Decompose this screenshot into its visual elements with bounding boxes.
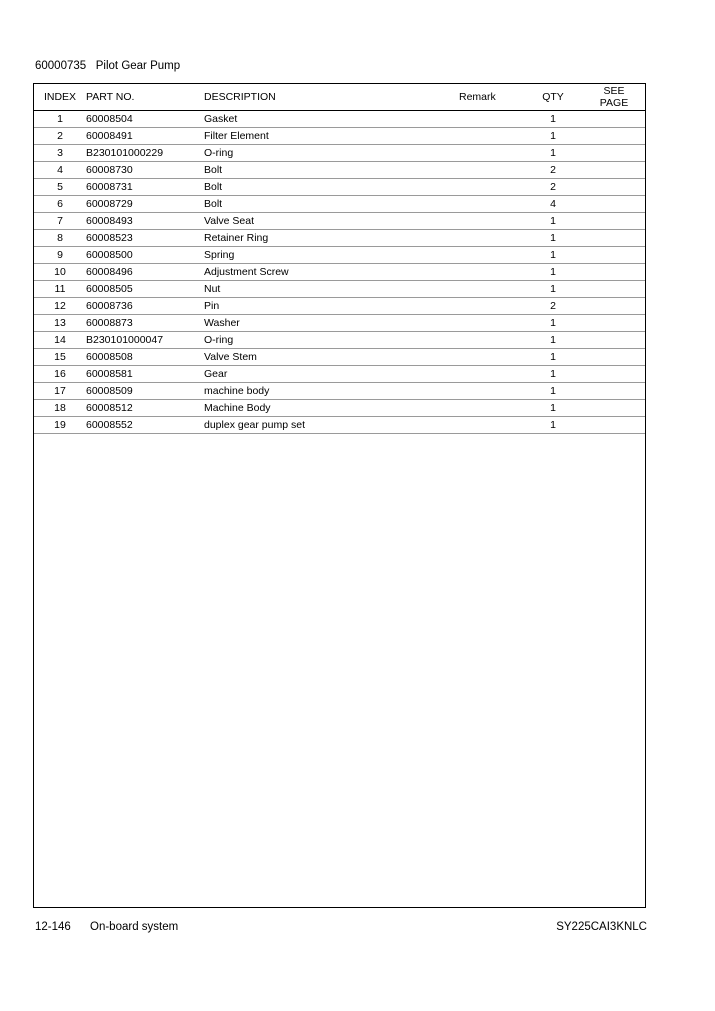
cell-remark — [459, 213, 523, 230]
cell-see-page — [583, 162, 645, 179]
table-row — [34, 111, 645, 128]
table-row — [34, 179, 645, 196]
cell-description: Gasket — [204, 111, 459, 128]
cell-description: Bolt — [204, 179, 459, 196]
cell-index: 6 — [34, 196, 86, 213]
cell-see-page — [583, 366, 645, 383]
table-row — [34, 332, 645, 349]
table-row — [34, 383, 645, 400]
cell-remark — [459, 332, 523, 349]
cell-part-no: 60008504 — [86, 111, 204, 128]
cell-index: 11 — [34, 281, 86, 298]
cell-qty: 2 — [523, 179, 583, 196]
cell-remark — [459, 111, 523, 128]
cell-qty: 1 — [523, 247, 583, 264]
cell-part-no: 60008505 — [86, 281, 204, 298]
cell-part-no: 60008500 — [86, 247, 204, 264]
parts-table — [34, 84, 645, 434]
cell-description: Filter Element — [204, 128, 459, 145]
cell-see-page — [583, 315, 645, 332]
cell-part-no: 60008736 — [86, 298, 204, 315]
cell-see-page — [583, 417, 645, 434]
cell-part-no: 60008509 — [86, 383, 204, 400]
cell-part-no: 60008493 — [86, 213, 204, 230]
column-header-index: INDEX — [34, 84, 86, 111]
cell-description: duplex gear pump set — [204, 417, 459, 434]
cell-qty: 1 — [523, 281, 583, 298]
table-row — [34, 162, 645, 179]
cell-part-no: 60008873 — [86, 315, 204, 332]
footer-page-number: 12-146 — [35, 921, 71, 933]
column-header-remark: Remark — [459, 84, 523, 111]
cell-part-no: 60008730 — [86, 162, 204, 179]
cell-index: 19 — [34, 417, 86, 434]
column-header-see-page — [583, 84, 645, 111]
cell-qty: 2 — [523, 298, 583, 315]
cell-index: 15 — [34, 349, 86, 366]
cell-remark — [459, 349, 523, 366]
column-header-description: DESCRIPTION — [204, 84, 459, 111]
cell-qty: 1 — [523, 332, 583, 349]
cell-index: 4 — [34, 162, 86, 179]
cell-see-page — [583, 179, 645, 196]
table-row — [34, 213, 645, 230]
cell-index: 1 — [34, 111, 86, 128]
cell-see-page — [583, 213, 645, 230]
cell-remark — [459, 264, 523, 281]
cell-see-page — [583, 196, 645, 213]
cell-part-no: 60008552 — [86, 417, 204, 434]
cell-description: Bolt — [204, 196, 459, 213]
cell-part-no: 60008523 — [86, 230, 204, 247]
column-header-qty: QTY — [523, 84, 583, 111]
cell-remark — [459, 315, 523, 332]
cell-description: Bolt — [204, 162, 459, 179]
table-row — [34, 281, 645, 298]
table-row — [34, 247, 645, 264]
cell-index: 2 — [34, 128, 86, 145]
cell-see-page — [583, 298, 645, 315]
cell-part-no: B230101000229 — [86, 145, 204, 162]
cell-index: 8 — [34, 230, 86, 247]
footer-section-name: On-board system — [90, 921, 179, 933]
cell-part-no: 60008731 — [86, 179, 204, 196]
table-row — [34, 230, 645, 247]
cell-description: machine body — [204, 383, 459, 400]
cell-description: O-ring — [204, 332, 459, 349]
cell-description: Machine Body — [204, 400, 459, 417]
cell-see-page — [583, 128, 645, 145]
cell-qty: 4 — [523, 196, 583, 213]
table-body — [34, 111, 645, 434]
table-row — [34, 349, 645, 366]
table-row — [34, 315, 645, 332]
cell-qty: 2 — [523, 162, 583, 179]
cell-index: 12 — [34, 298, 86, 315]
table-row — [34, 145, 645, 162]
cell-description: Valve Stem — [204, 349, 459, 366]
cell-index: 17 — [34, 383, 86, 400]
table-row — [34, 417, 645, 434]
cell-index: 13 — [34, 315, 86, 332]
cell-description: Washer — [204, 315, 459, 332]
cell-description: Retainer Ring — [204, 230, 459, 247]
footer-model-code: SY225CAI3KNLC — [556, 921, 647, 933]
cell-index: 10 — [34, 264, 86, 281]
column-header-part-no: PART NO. — [86, 84, 204, 111]
table-row — [34, 264, 645, 281]
cell-qty: 1 — [523, 366, 583, 383]
cell-part-no: 60008508 — [86, 349, 204, 366]
cell-qty: 1 — [523, 111, 583, 128]
cell-qty: 1 — [523, 145, 583, 162]
cell-qty: 1 — [523, 400, 583, 417]
cell-part-no: 60008496 — [86, 264, 204, 281]
cell-qty: 1 — [523, 349, 583, 366]
cell-qty: 1 — [523, 230, 583, 247]
table-row — [34, 128, 645, 145]
cell-part-no: 60008491 — [86, 128, 204, 145]
cell-remark — [459, 383, 523, 400]
table-row — [34, 298, 645, 315]
cell-see-page — [583, 230, 645, 247]
cell-remark — [459, 247, 523, 264]
cell-see-page — [583, 145, 645, 162]
cell-remark — [459, 179, 523, 196]
cell-remark — [459, 162, 523, 179]
cell-remark — [459, 281, 523, 298]
cell-index: 14 — [34, 332, 86, 349]
cell-part-no: 60008512 — [86, 400, 204, 417]
cell-part-no: 60008729 — [86, 196, 204, 213]
cell-remark — [459, 145, 523, 162]
table-row — [34, 400, 645, 417]
cell-part-no: B230101000047 — [86, 332, 204, 349]
cell-description: Spring — [204, 247, 459, 264]
cell-remark — [459, 417, 523, 434]
cell-description: Nut — [204, 281, 459, 298]
cell-remark — [459, 400, 523, 417]
column-header-see-page-line1: SEE — [603, 85, 625, 97]
cell-description: Adjustment Screw — [204, 264, 459, 281]
cell-description: Pin — [204, 298, 459, 315]
table-row — [34, 366, 645, 383]
cell-qty: 1 — [523, 264, 583, 281]
cell-see-page — [583, 400, 645, 417]
cell-index: 7 — [34, 213, 86, 230]
cell-remark — [459, 298, 523, 315]
cell-remark — [459, 128, 523, 145]
cell-remark — [459, 196, 523, 213]
cell-index: 5 — [34, 179, 86, 196]
cell-index: 3 — [34, 145, 86, 162]
cell-see-page — [583, 111, 645, 128]
cell-qty: 1 — [523, 383, 583, 400]
cell-description: O-ring — [204, 145, 459, 162]
page-title: 60000735 Pilot Gear Pump — [35, 60, 181, 72]
cell-remark — [459, 230, 523, 247]
cell-see-page — [583, 247, 645, 264]
cell-qty: 1 — [523, 213, 583, 230]
cell-remark — [459, 366, 523, 383]
cell-index: 9 — [34, 247, 86, 264]
parts-list-frame — [33, 83, 646, 908]
cell-qty: 1 — [523, 315, 583, 332]
cell-description: Gear — [204, 366, 459, 383]
column-header-see-page-line2: PAGE — [599, 97, 629, 109]
cell-qty: 1 — [523, 128, 583, 145]
table-row — [34, 196, 645, 213]
cell-see-page — [583, 332, 645, 349]
cell-index: 18 — [34, 400, 86, 417]
cell-qty: 1 — [523, 417, 583, 434]
cell-see-page — [583, 264, 645, 281]
cell-part-no: 60008581 — [86, 366, 204, 383]
cell-see-page — [583, 349, 645, 366]
page-footer-left — [35, 921, 178, 933]
cell-description: Valve Seat — [204, 213, 459, 230]
cell-index: 16 — [34, 366, 86, 383]
table-header-row — [34, 84, 645, 111]
cell-see-page — [583, 281, 645, 298]
cell-see-page — [583, 383, 645, 400]
